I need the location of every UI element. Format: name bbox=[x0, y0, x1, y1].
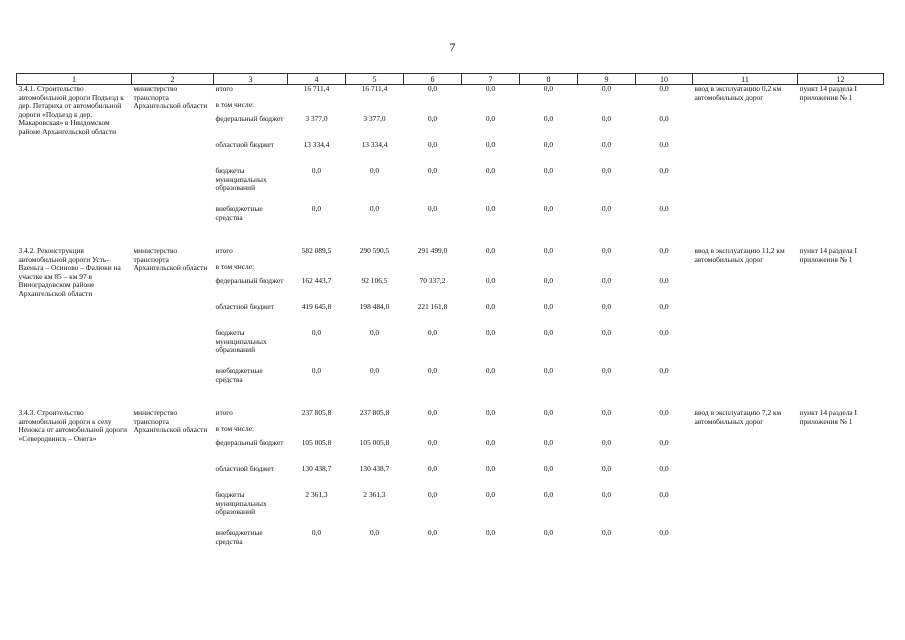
amount-cell: 0,0 bbox=[485, 528, 496, 537]
amount-cell: 0,0 bbox=[659, 246, 669, 255]
amount-cell: 0,0 bbox=[485, 328, 496, 337]
amount-cell bbox=[404, 101, 462, 115]
amount-cell: 0,0 bbox=[659, 84, 669, 93]
column-number-7: 7 bbox=[462, 74, 520, 85]
column-number-5: 5 bbox=[346, 74, 404, 85]
amount-cell: 0,0 bbox=[543, 464, 554, 473]
table-row bbox=[17, 247, 884, 263]
amount-cell: 0,0 bbox=[485, 302, 496, 311]
amount-cell: 0,0 bbox=[601, 246, 612, 255]
amount-cell: 0,0 bbox=[601, 204, 612, 213]
amount-cell: 0,0 bbox=[543, 302, 554, 311]
amount-cell: 237 805,8 bbox=[301, 408, 332, 417]
column-number-1: 1 bbox=[17, 74, 132, 85]
amount-cell bbox=[578, 425, 636, 439]
amount-cell: 0,0 bbox=[659, 140, 669, 149]
measure-reference: пункт 14 раздела I приложения № 1 bbox=[799, 246, 857, 264]
amount-cell: 582 089,5 bbox=[301, 246, 332, 255]
amount-cell: 0,0 bbox=[659, 276, 669, 285]
amount-cell: 0,0 bbox=[485, 438, 496, 447]
amount-cell: 0,0 bbox=[601, 528, 612, 537]
amount-cell: 198 484,0 bbox=[359, 302, 390, 311]
funding-source: бюджеты муниципальных образований bbox=[215, 328, 267, 355]
column-number-row bbox=[17, 74, 884, 85]
amount-cell: 0,0 bbox=[601, 140, 612, 149]
funding-source: итого bbox=[215, 246, 233, 255]
amount-cell: 70 337,2 bbox=[419, 276, 446, 285]
amount-cell bbox=[636, 263, 693, 277]
amount-cell: 105 005,8 bbox=[301, 438, 332, 447]
funding-source: итого bbox=[215, 408, 233, 417]
column-number-10: 10 bbox=[636, 74, 693, 85]
amount-cell: 0,0 bbox=[601, 438, 612, 447]
funding-source: областной бюджет bbox=[215, 464, 274, 473]
amount-cell: 290 590,5 bbox=[359, 246, 390, 255]
amount-cell: 0,0 bbox=[601, 328, 612, 337]
funding-source: в том числе: bbox=[215, 100, 255, 109]
amount-cell: 0,0 bbox=[601, 276, 612, 285]
amount-cell: 0,0 bbox=[659, 114, 669, 123]
amount-cell: 0,0 bbox=[543, 246, 554, 255]
amount-cell: 0,0 bbox=[369, 204, 380, 213]
amount-cell: 13 334,4 bbox=[361, 140, 388, 149]
amount-cell: 0,0 bbox=[369, 166, 380, 175]
amount-cell: 0,0 bbox=[543, 276, 554, 285]
amount-cell: 0,0 bbox=[659, 408, 669, 417]
amount-cell: 0,0 bbox=[485, 246, 496, 255]
funding-source: областной бюджет bbox=[215, 140, 274, 149]
measure-reference: пункт 14 раздела I приложения № 1 bbox=[799, 408, 857, 426]
amount-cell: 0,0 bbox=[311, 366, 322, 375]
amount-cell: 237 805,8 bbox=[359, 408, 390, 417]
amount-cell: 130 438,7 bbox=[359, 464, 390, 473]
amount-cell bbox=[520, 425, 578, 439]
column-number-12: 12 bbox=[798, 74, 884, 85]
amount-cell: 0,0 bbox=[427, 408, 438, 417]
amount-cell: 0,0 bbox=[369, 528, 380, 537]
amount-cell: 0,0 bbox=[601, 84, 612, 93]
amount-cell bbox=[288, 425, 346, 439]
amount-cell: 0,0 bbox=[427, 204, 438, 213]
amount-cell: 0,0 bbox=[427, 366, 438, 375]
amount-cell: 0,0 bbox=[543, 328, 554, 337]
amount-cell: 0,0 bbox=[311, 166, 322, 175]
amount-cell: 0,0 bbox=[601, 302, 612, 311]
funding-source: бюджеты муниципальных образований bbox=[215, 490, 267, 517]
amount-cell bbox=[520, 101, 578, 115]
amount-cell bbox=[346, 263, 404, 277]
amount-cell bbox=[462, 101, 520, 115]
amount-cell: 0,0 bbox=[659, 490, 669, 499]
amount-cell: 0,0 bbox=[427, 140, 438, 149]
amount-cell: 0,0 bbox=[601, 166, 612, 175]
column-number-4: 4 bbox=[288, 74, 346, 85]
amount-cell: 0,0 bbox=[311, 328, 322, 337]
amount-cell: 13 334,4 bbox=[303, 140, 330, 149]
amount-cell: 0,0 bbox=[543, 438, 554, 447]
measure-executor: министерство транспорта Архангельской области bbox=[133, 84, 208, 111]
amount-cell: 0,0 bbox=[659, 302, 669, 311]
amount-cell: 0,0 bbox=[311, 528, 322, 537]
amount-cell: 0,0 bbox=[659, 204, 669, 213]
amount-cell: 0,0 bbox=[543, 84, 554, 93]
table-body bbox=[17, 85, 884, 572]
amount-cell: 0,0 bbox=[543, 528, 554, 537]
funding-source: внебюджетные средства bbox=[215, 528, 263, 546]
amount-cell: 0,0 bbox=[427, 528, 438, 537]
funding-source: внебюджетные средства bbox=[215, 366, 263, 384]
amount-cell bbox=[404, 263, 462, 277]
amount-cell: 0,0 bbox=[659, 528, 669, 537]
amount-cell: 162 443,7 bbox=[301, 276, 332, 285]
funding-source: итого bbox=[215, 84, 233, 93]
amount-cell: 0,0 bbox=[427, 490, 438, 499]
amount-cell: 0,0 bbox=[543, 408, 554, 417]
funding-source: федеральный бюджет bbox=[215, 276, 284, 285]
amount-cell: 0,0 bbox=[427, 464, 438, 473]
amount-cell: 0,0 bbox=[369, 328, 380, 337]
amount-cell bbox=[636, 101, 693, 115]
amount-cell: 0,0 bbox=[369, 366, 380, 375]
amount-cell: 0,0 bbox=[601, 490, 612, 499]
amount-cell: 0,0 bbox=[659, 328, 669, 337]
amount-cell: 3 377,0 bbox=[305, 114, 328, 123]
amount-cell: 0,0 bbox=[543, 204, 554, 213]
amount-cell: 291 499,0 bbox=[417, 246, 448, 255]
amount-cell: 0,0 bbox=[543, 166, 554, 175]
funding-source: федеральный бюджет bbox=[215, 114, 284, 123]
amount-cell: 419 645,8 bbox=[301, 302, 332, 311]
amount-cell bbox=[462, 425, 520, 439]
funding-source: областной бюджет bbox=[215, 302, 274, 311]
amount-cell: 0,0 bbox=[543, 140, 554, 149]
measure-result: ввод в эксплуатацию 0,2 км автомобильных дорог bbox=[694, 84, 782, 102]
column-number-3: 3 bbox=[214, 74, 288, 85]
amount-cell: 0,0 bbox=[659, 464, 669, 473]
measure-name: 3.4.3. Строительство автомобильной дороги к селу Ненокса от автомобильной дороги «Северодвинск – Онега» bbox=[18, 408, 128, 443]
table-row bbox=[17, 409, 884, 425]
funding-source: федеральный бюджет bbox=[215, 438, 284, 447]
amount-cell: 0,0 bbox=[485, 366, 496, 375]
measure-result: ввод в эксплуатацию 11,2 км автомобильных дорог bbox=[694, 246, 785, 264]
amount-cell: 0,0 bbox=[659, 438, 669, 447]
amount-cell: 0,0 bbox=[485, 490, 496, 499]
amount-cell: 0,0 bbox=[485, 166, 496, 175]
amount-cell: 3 377,0 bbox=[363, 114, 386, 123]
amount-cell: 16 711,4 bbox=[361, 84, 388, 93]
amount-cell: 2 361,3 bbox=[305, 490, 328, 499]
amount-cell: 0,0 bbox=[543, 114, 554, 123]
column-number-11: 11 bbox=[693, 74, 798, 85]
measure-executor: министерство транспорта Архангельской области bbox=[133, 408, 208, 435]
amount-cell: 0,0 bbox=[485, 140, 496, 149]
measure-result: ввод в эксплуатацию 7,2 км автомобильных дорог bbox=[694, 408, 782, 426]
measure-reference: пункт 14 раздела I приложения № 1 bbox=[799, 84, 857, 102]
amount-cell: 16 711,4 bbox=[303, 84, 330, 93]
column-number-9: 9 bbox=[578, 74, 636, 85]
amount-cell: 0,0 bbox=[601, 408, 612, 417]
measure-executor: министерство транспорта Архангельской области bbox=[133, 246, 208, 273]
amount-cell bbox=[288, 101, 346, 115]
amount-cell: 0,0 bbox=[601, 366, 612, 375]
amount-cell: 0,0 bbox=[427, 84, 438, 93]
amount-cell: 2 361,3 bbox=[363, 490, 386, 499]
amount-cell: 0,0 bbox=[427, 328, 438, 337]
amount-cell bbox=[462, 263, 520, 277]
amount-cell bbox=[346, 425, 404, 439]
amount-cell bbox=[578, 263, 636, 277]
amount-cell: 0,0 bbox=[485, 204, 496, 213]
amount-cell: 0,0 bbox=[311, 204, 322, 213]
amount-cell: 0,0 bbox=[601, 464, 612, 473]
funding-source: в том числе: bbox=[215, 424, 255, 433]
amount-cell: 0,0 bbox=[427, 114, 438, 123]
amount-cell: 0,0 bbox=[485, 84, 496, 93]
amount-cell: 0,0 bbox=[543, 366, 554, 375]
amount-cell bbox=[288, 263, 346, 277]
amount-cell: 0,0 bbox=[485, 408, 496, 417]
amount-cell: 0,0 bbox=[427, 166, 438, 175]
funding-source: в том числе: bbox=[215, 262, 255, 271]
program-table bbox=[16, 73, 884, 571]
amount-cell: 0,0 bbox=[601, 114, 612, 123]
page-number: 7 bbox=[449, 40, 456, 54]
funding-source: бюджеты муниципальных образований bbox=[215, 166, 267, 193]
amount-cell: 0,0 bbox=[659, 166, 669, 175]
amount-cell bbox=[520, 263, 578, 277]
amount-cell: 0,0 bbox=[485, 464, 496, 473]
amount-cell: 0,0 bbox=[543, 490, 554, 499]
table-row bbox=[17, 85, 884, 102]
funding-source: внебюджетные средства bbox=[215, 204, 263, 222]
amount-cell bbox=[404, 425, 462, 439]
amount-cell: 0,0 bbox=[659, 366, 669, 375]
measure-name: 3.4.1. Строительство автомобильной дороги Подъезд к дер. Петариха от автомобильной дороги «Подъезд к дер. Макаровская» в Няндомском районе Архангельской области bbox=[18, 84, 124, 136]
amount-cell bbox=[636, 425, 693, 439]
amount-cell: 0,0 bbox=[427, 438, 438, 447]
amount-cell: 0,0 bbox=[485, 114, 496, 123]
amount-cell: 221 161,8 bbox=[417, 302, 448, 311]
amount-cell: 130 438,7 bbox=[301, 464, 332, 473]
column-number-6: 6 bbox=[404, 74, 462, 85]
amount-cell: 0,0 bbox=[485, 276, 496, 285]
column-number-8: 8 bbox=[520, 74, 578, 85]
column-number-2: 2 bbox=[132, 74, 214, 85]
amount-cell: 92 106,5 bbox=[361, 276, 388, 285]
amount-cell bbox=[578, 101, 636, 115]
measure-name: 3.4.2. Реконструкция автомобильной дороги Усть-Ваеньга – Осиново – Фалюки на участке км 85 – км 97 в Виноградовском районе Архангельской области bbox=[18, 246, 121, 298]
amount-cell bbox=[346, 101, 404, 115]
amount-cell: 105 005,8 bbox=[359, 438, 390, 447]
